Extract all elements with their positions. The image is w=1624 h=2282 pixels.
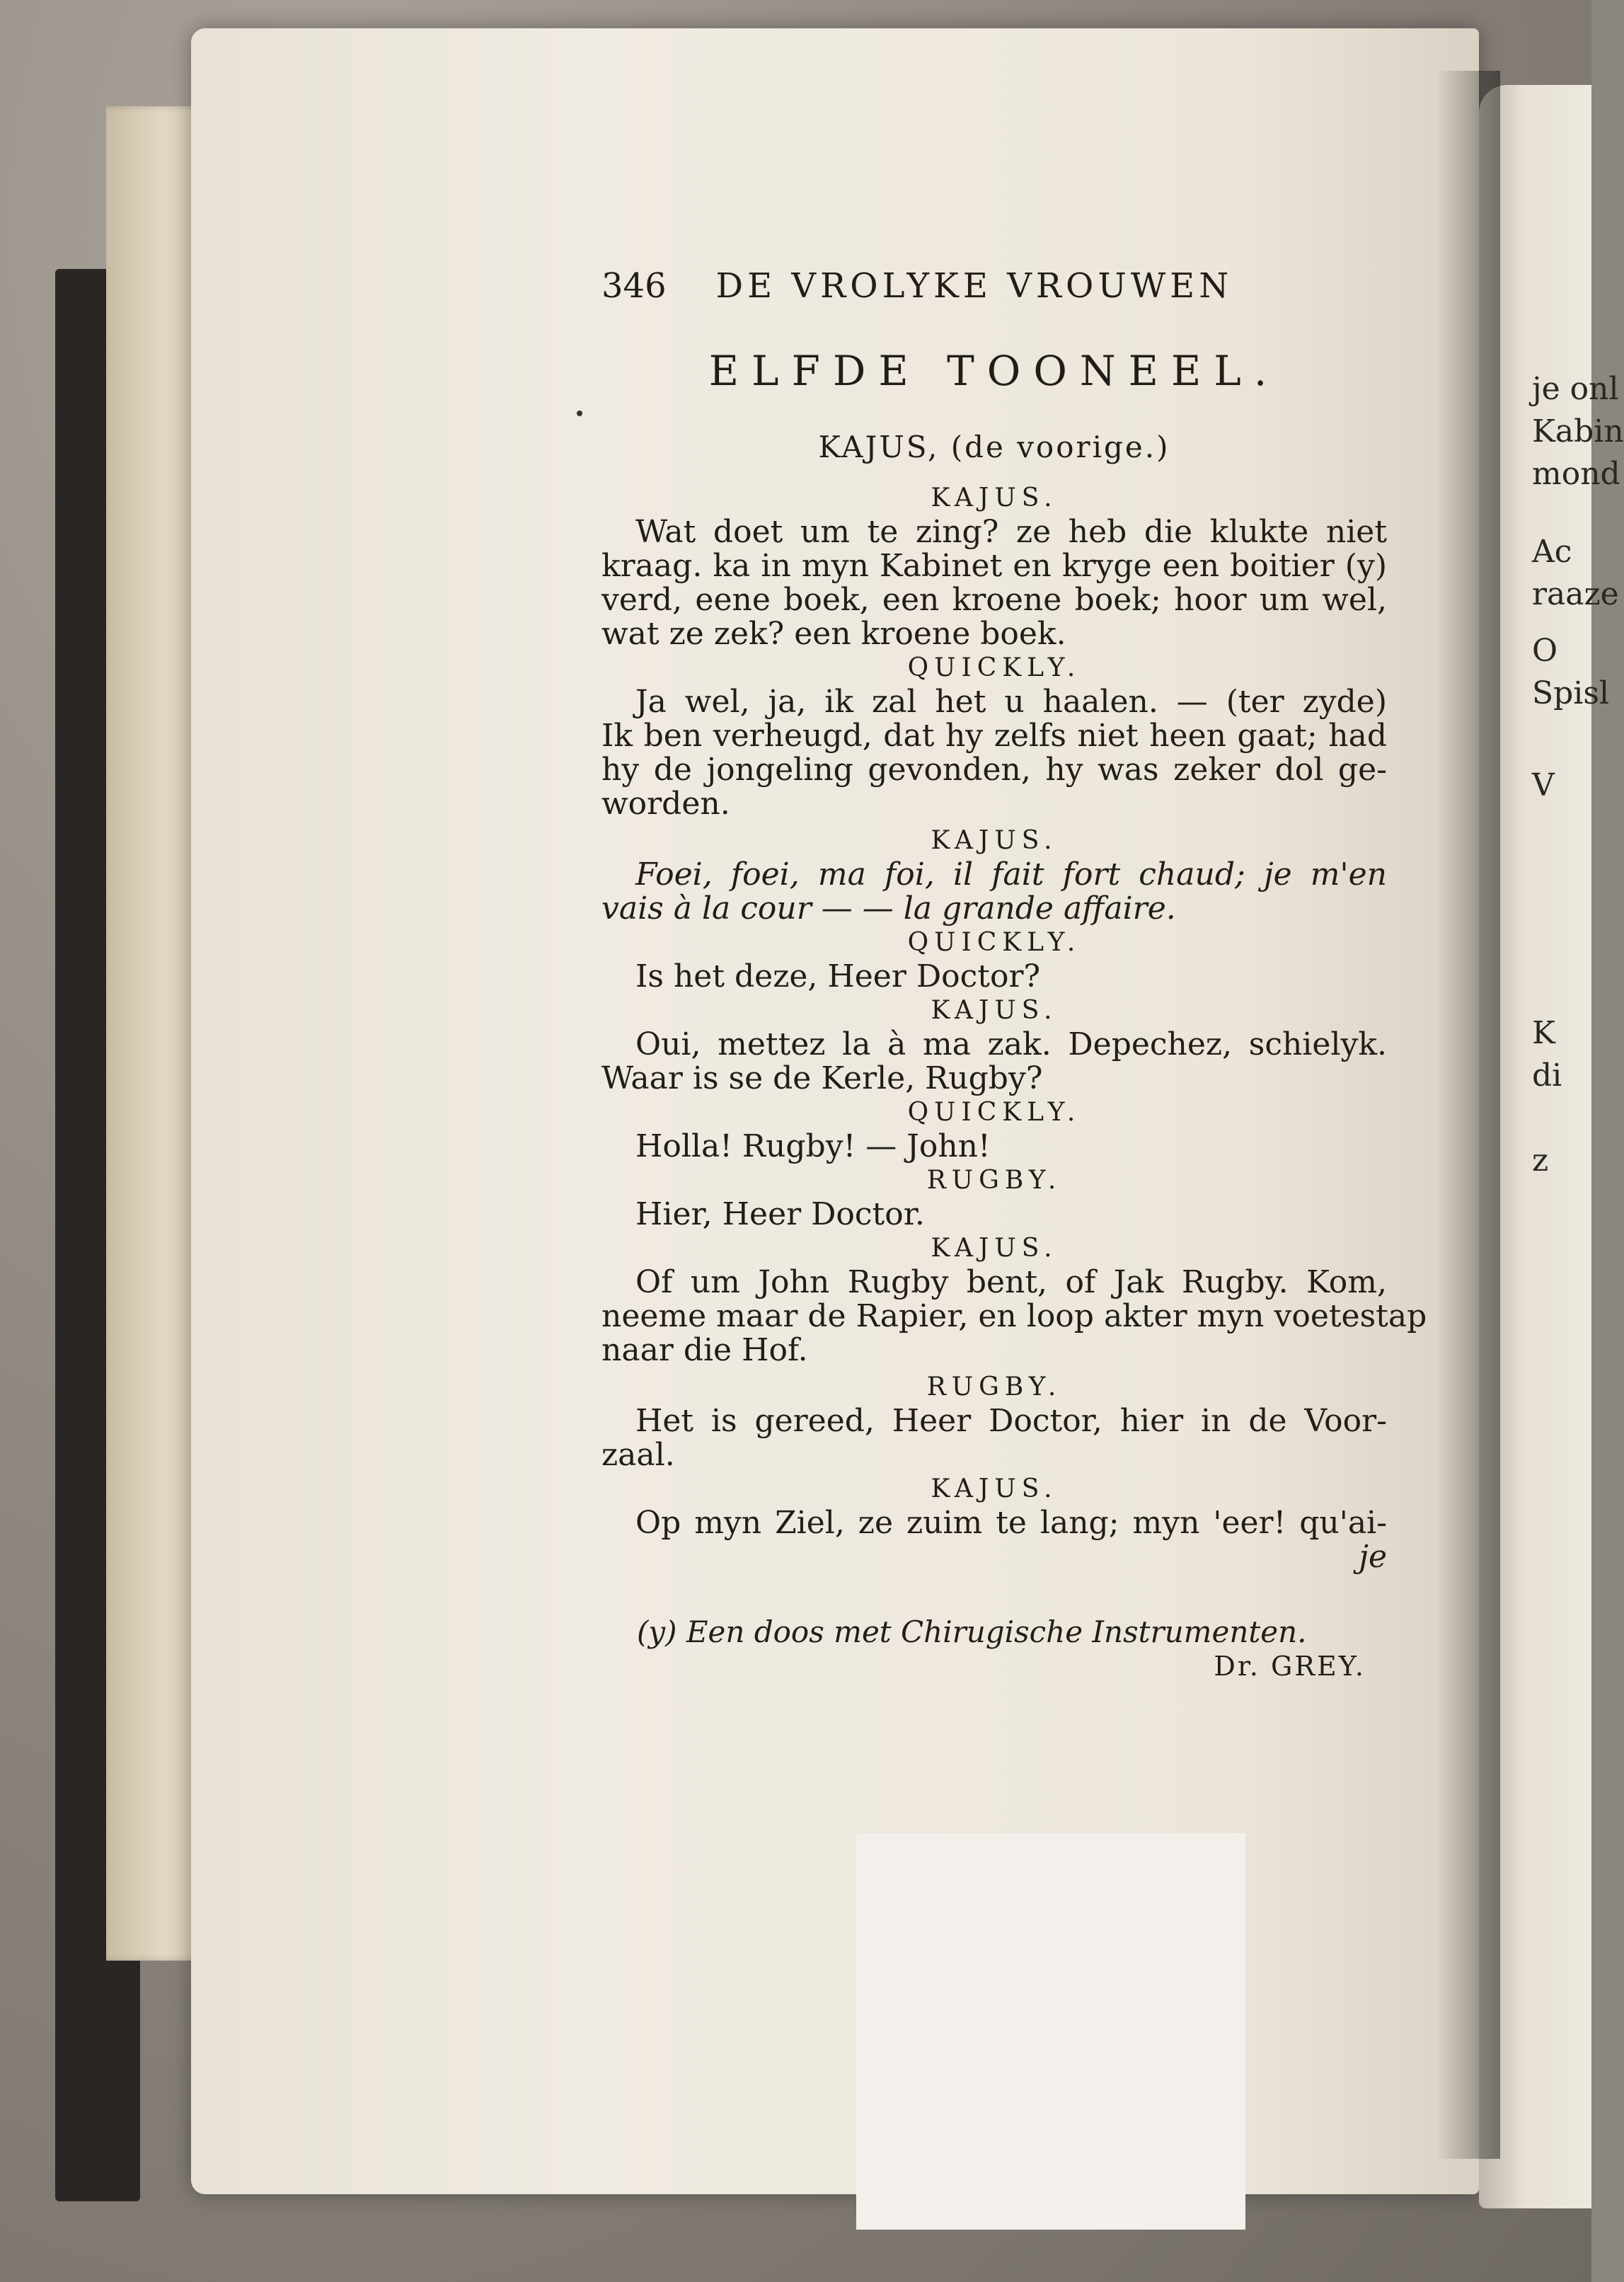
dialogue-block — [601, 1232, 1427, 1368]
dialogue-block — [601, 994, 1387, 1096]
facing-fragment: V — [1532, 767, 1555, 803]
speech — [601, 858, 1387, 926]
speech — [601, 1130, 1387, 1164]
facing-fragment: Ac — [1532, 534, 1572, 570]
speech-line: zaal. — [601, 1437, 675, 1473]
facing-fragment: z — [1532, 1142, 1549, 1179]
footnote-signer: Dr. GREY. — [1214, 1651, 1366, 1682]
speech-line: Waar is se de Kerle, Rugby? — [601, 1060, 1043, 1096]
speaker-name: KAJUS. — [931, 1474, 1058, 1503]
facing-fragment: Spisl — [1532, 675, 1610, 711]
running-head — [601, 266, 1387, 326]
speaker-name: KAJUS. — [931, 996, 1058, 1025]
speaker-name: RUGBY. — [926, 1166, 1062, 1195]
speaker-name: KAJUS. — [931, 483, 1058, 512]
speaker-name: KAJUS. — [931, 826, 1058, 855]
speech-line: worden. — [601, 786, 730, 822]
speech-line: kraag. ka in myn Kabinet en kryge een boitier (y) — [601, 548, 1387, 584]
dialogue-block — [601, 651, 1387, 821]
speech-line: vais à la cour — — la grande affaire. — [601, 890, 1176, 927]
speech-line: Foei, foei, ma foi, il fait fort chaud; je m'en — [635, 856, 1387, 893]
speech — [601, 1404, 1387, 1472]
facing-fragment: mond — [1532, 456, 1620, 492]
speech-line: Is het deze, Heer Doctor? — [635, 958, 1041, 994]
dialogue-block — [601, 1096, 1387, 1164]
scene-title: ELFDE TOONEEL. — [708, 347, 1280, 395]
speech-line: neeme maar de Rapier, en loop akter myn voetestap — [601, 1298, 1427, 1334]
book-gutter — [1436, 71, 1500, 2159]
speech — [601, 1028, 1387, 1096]
facing-fragment: O — [1532, 633, 1558, 669]
page-speck — [577, 411, 582, 416]
speech-line: Het is gereed, Heer Doctor, hier in de Voor- — [635, 1403, 1387, 1439]
dialogue-block — [601, 1472, 1387, 1540]
speech-line: Oui, mettez la à ma zak. Depechez, schielyk. — [635, 1026, 1387, 1062]
facing-page-text — [1532, 368, 1624, 1182]
dialogue-block — [601, 1370, 1387, 1472]
running-title: DE VROLYKE VROUWEN — [715, 266, 1233, 306]
dialogue-block — [601, 1164, 1387, 1232]
page-text — [601, 266, 1427, 1683]
dialogue-block — [601, 481, 1387, 651]
footnote: (y) Een doos met Chirugische Instrumenten. — [637, 1615, 1307, 1649]
facing-fragment: raaze — [1532, 576, 1619, 612]
speaker-name: KAJUS. — [931, 1234, 1058, 1263]
speech-line: Op myn Ziel, ze zuim te lang; myn 'eer! qu'ai- — [635, 1505, 1387, 1541]
speech-line: naar die Hof. — [601, 1332, 808, 1368]
speech-line: Holla! Rugby! — John! — [635, 1128, 991, 1164]
page-number: 346 — [601, 266, 667, 306]
speech-line: Ja wel, ja, ik zal het u haalen. — (ter zyde) — [635, 684, 1387, 720]
dialogue-block — [601, 926, 1387, 994]
speech-line: wat ze zek? een kroene boek. — [601, 616, 1066, 652]
speaker-name: QUICKLY. — [907, 928, 1081, 957]
facing-fragment: Kabin — [1532, 413, 1624, 449]
catchword: je — [1359, 1539, 1387, 1575]
speech — [601, 515, 1387, 651]
facing-fragment: je onl — [1532, 371, 1619, 407]
speech — [601, 685, 1387, 821]
paper-patch — [856, 1833, 1245, 2230]
speech-line: hy de jongeling gevonden, hy was zeker dol ge- — [601, 752, 1387, 788]
speech-line: Wat doet um te zing? ze heb die klukte niet — [635, 514, 1387, 550]
speech-line: Ik ben verheugd, dat hy zelfs niet heen gaat; had — [601, 718, 1387, 754]
dialogue-block — [601, 824, 1387, 926]
persons-on-stage: KAJUS, (de voorige.) — [818, 430, 1170, 464]
speech — [601, 1264, 1427, 1368]
speaker-name: QUICKLY. — [907, 653, 1081, 682]
speech-line: Hier, Heer Doctor. — [635, 1196, 925, 1232]
speaker-name: QUICKLY. — [907, 1098, 1081, 1127]
speech — [601, 1506, 1387, 1540]
facing-fragment: di — [1532, 1057, 1562, 1094]
speaker-name: RUGBY. — [926, 1372, 1062, 1401]
speech — [601, 960, 1387, 994]
speech-line: Of um John Rugby bent, of Jak Rugby. Kom, — [635, 1264, 1387, 1300]
speech-line: verd, eene boek, een kroene boek; hoor um wel, — [601, 582, 1387, 618]
facing-fragment: K — [1532, 1015, 1555, 1051]
speech — [601, 1198, 1387, 1232]
